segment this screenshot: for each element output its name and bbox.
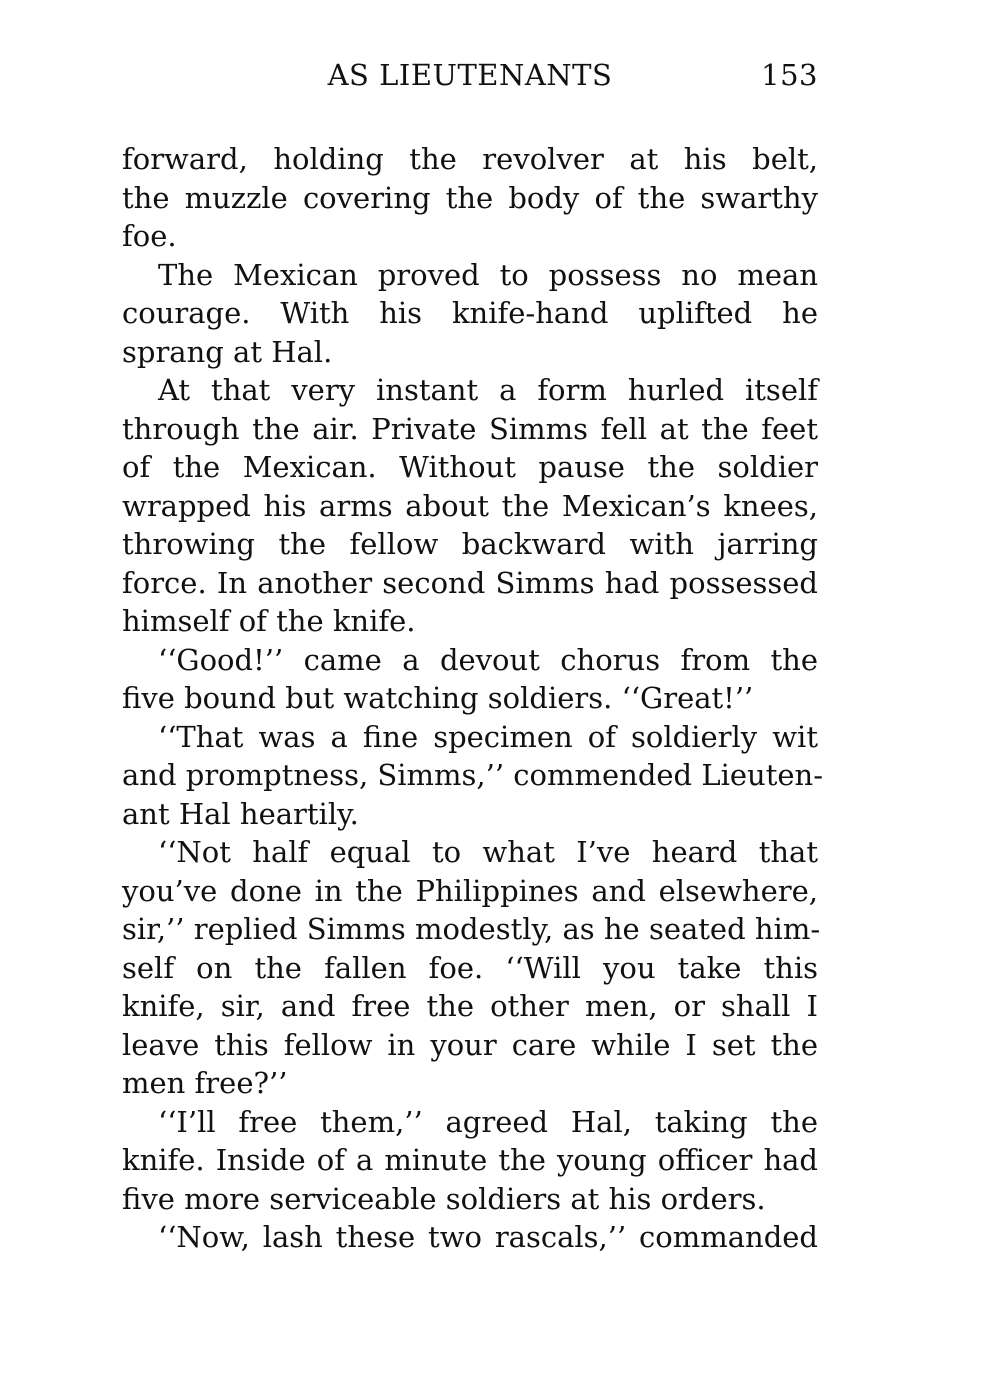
text-line: men free?’’: [122, 1066, 288, 1100]
text-line: ‘‘Not half equal to what I’ve heard that: [158, 835, 818, 869]
text-line: through the air. Private Simms fell at the feet: [122, 411, 818, 446]
text-line: ‘‘That was a fine specimen of soldierly wit: [158, 719, 818, 754]
text-line: force. In another second Simms had possessed: [122, 565, 818, 600]
text-line: sprang at Hal.: [122, 334, 333, 369]
text-line: five more serviceable soldiers at his orders.: [122, 1181, 766, 1216]
text-line: wrapped his arms about the Mexican’s knees,: [122, 488, 818, 523]
text-line: foe.: [122, 219, 177, 253]
running-title: AS LIEUTENANTS: [327, 58, 613, 92]
text-line: leave this fellow in your care while I set the: [122, 1027, 818, 1062]
text-line: the muzzle covering the body of the swarthy: [122, 180, 818, 215]
text-line: knife, sir, and free the other men, or shall I: [122, 989, 818, 1023]
text-line: himself of the knife.: [122, 604, 416, 638]
text-line: you’ve done in the Philippines and elsewhere,: [122, 873, 818, 908]
text-line: ‘‘I’ll free them,’’ agreed Hal, taking the: [158, 1104, 818, 1139]
text-line: of the Mexican. Without pause the soldier: [122, 450, 818, 484]
text-line: sir,’’ replied Simms modestly, as he seated him-: [122, 912, 821, 946]
text-line: throwing the fellow backward with jarring: [122, 527, 818, 561]
text-line: ant Hal heartily.: [122, 796, 359, 831]
text-line: self on the fallen foe. ‘‘Will you take this: [122, 950, 818, 985]
text-line: five bound but watching soldiers. ‘‘Great!’’: [122, 681, 754, 715]
text-line: courage. With his knife-hand uplifted he: [122, 296, 818, 330]
body-text: [122, 140, 823, 1257]
text-line: ‘‘Now, lash these two rascals,’’ commanded: [158, 1220, 818, 1254]
text-line: ‘‘Good!’’ came a devout chorus from the: [158, 642, 818, 677]
text-line: knife. Inside of a minute the young officer had: [122, 1143, 818, 1177]
text-line: and promptness, Simms,’’ commended Lieuten-: [122, 758, 823, 792]
text-line: At that very instant a form hurled itself: [158, 373, 818, 407]
page-number: 153: [761, 58, 818, 92]
text-line: The Mexican proved to possess no mean: [158, 257, 818, 292]
running-header: [122, 58, 818, 98]
text-line: forward, holding the revolver at his belt,: [122, 142, 818, 176]
